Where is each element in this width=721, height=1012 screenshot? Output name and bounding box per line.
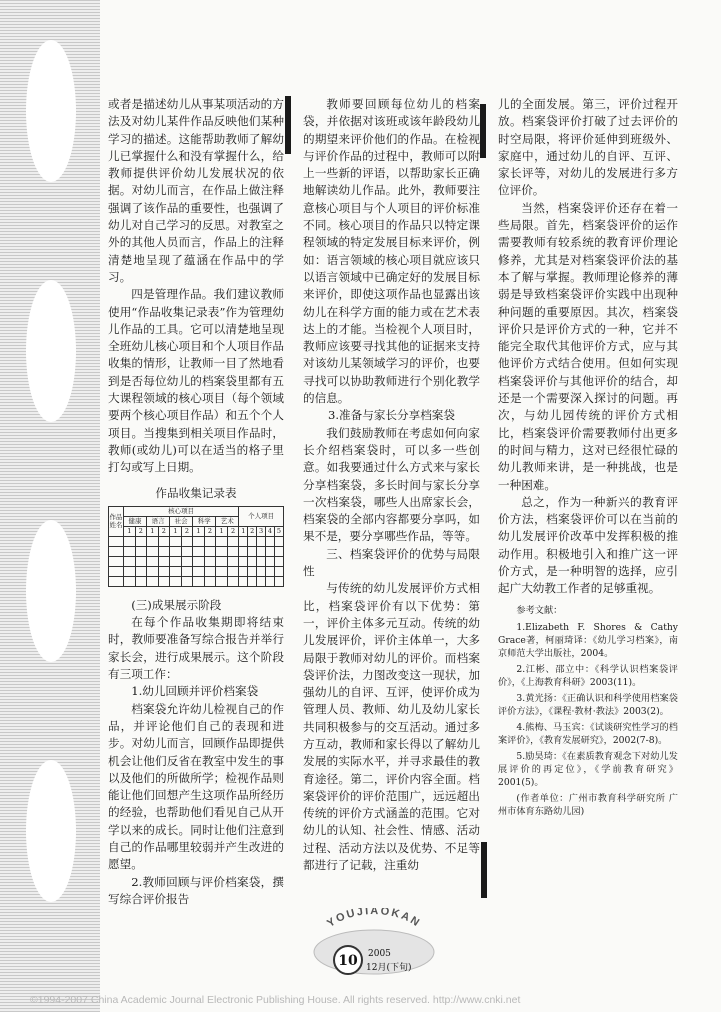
table-header-core: 核心项目 bbox=[124, 506, 239, 516]
reference-item: 3.黄光扬：《正确认识和科学使用档案袋评价方法》，《课程·教材·教法》2003(2)。 bbox=[498, 692, 678, 717]
references bbox=[498, 604, 678, 818]
table-num: 1 bbox=[147, 526, 159, 536]
table-num: 1 bbox=[239, 526, 248, 536]
issue-year: 2005 bbox=[368, 949, 391, 959]
column-rule-middle bbox=[480, 104, 486, 158]
paragraph: 我们鼓励教师在考虑如何向家长介绍档案袋时，可以多一些创意。如我要通过什么方式来与家长分享档案袋，多长时间与家长分享一次档案袋，哪些人出席家长会，档案袋的全部内容都要分享吗，如果不是，要分享哪些作品，等等。 bbox=[303, 425, 480, 544]
references-heading: 参考文献： bbox=[516, 604, 563, 616]
reference-item: 5.励昊琦：《在素质教育观念下对幼儿发展评价的再定位》，《学前教育研究》2001(5)。 bbox=[498, 750, 678, 788]
section-heading: 三、档案袋评价的优势与局限性 bbox=[303, 546, 480, 579]
journal-logo bbox=[310, 908, 438, 978]
table-num: 1 bbox=[216, 526, 228, 536]
table-num: 5 bbox=[274, 526, 283, 536]
table-row bbox=[109, 566, 284, 576]
table-num: 1 bbox=[170, 526, 182, 536]
table-num: 1 bbox=[193, 526, 205, 536]
subsection-heading: 3.准备与家长分享档案袋 bbox=[328, 408, 455, 423]
issue-month: 12月(下旬) bbox=[366, 963, 412, 973]
paragraph: 四是管理作品。我们建议教师使用“作品收集记录表”作为管理幼儿作品的工具。它可以清楚地呈现全班幼儿核心项目和个人项目作品收集的情形，让教师一目了然地看到是否每位幼儿的档案袋里都有五大课程领域的核心项目（每个领域要两个核心项目作品）和五个个人项目。当搜集到相关项目作品时，教师(或幼儿)可以在适当的格子里打勾或写上日期。 bbox=[108, 287, 284, 475]
paragraph: 当然，档案袋评价还存在着一些局限。首先，档案袋评价的运作需要教师有较系统的教育评价理论修养，尤其是对档案袋评价法的基本了解与掌握。教师理论修养的薄弱是导致档案袋评价实践中出现种种问题的重要原因。其次，档案袋评价只是评价方式的一种，它并不能完全取代其他评价方式，应与其他评价方式结合使用。但如何实现档案袋评价与其他评价的结合，却还是一个需要深入探讨的问题。再次，与幼儿园传统的评价方式相比，档案袋评价需要教师付出更多的时间与精力，这对已经很忙碌的幼儿教师来讲，是一种挑战，也是一种困难。 bbox=[498, 200, 678, 492]
table-row bbox=[109, 536, 284, 546]
column-rule-right bbox=[481, 842, 487, 898]
table-num: 2 bbox=[181, 526, 193, 536]
journal-masthead bbox=[310, 908, 438, 978]
punch-hole bbox=[26, 40, 76, 182]
paragraph: 档案袋允许幼儿检视自己的作品，并评论他们自己的表现和进步。对幼儿而言，回顾作品即提供机会让他们反省在教室中发生的事以及他们的所做所学；检视作品则能让他们回想产生这项作品所经历的经验，也帮助他们看见自己从开学以来的成长。同时让他们注意到自己的作品哪里较弱并产生改进的愿望。 bbox=[108, 701, 284, 872]
table-header-corner: 作品 姓名 bbox=[109, 506, 124, 536]
column-right bbox=[498, 96, 678, 821]
paragraph: 总之，作为一种新兴的教育评价方法，档案袋评价可以在当前的幼儿发展评价改革中发挥积极的推动作用。积极地引入和推广这一评价方式，是一种明智的选择，应引起广大幼教工作者的足够重视。 bbox=[498, 494, 678, 596]
collection-record-table bbox=[108, 506, 284, 587]
paragraph: 与传统的幼儿发展评价方式相比，档案袋评价有以下优势：第一，评价主体多元互动。传统的幼儿发展评价，评价主体单一，大多局限于教师对幼儿的评价。而档案袋评价法，力图改变这一现状，加强幼儿的自评、互评，使评价成为管理人员、教师、幼儿及幼儿家长共同积极参与的交互活动。通过多方互动，教师和家长得以了解幼儿发展的实际水平，并寻求最佳的教育途径。第二，评价内容全面。档案袋评价的评价范围广，远远超出传统的评价方式涵盖的范围。它对幼儿的认知、社会性、情感、活动过程、活动方法以及优势、不足等都进行了记载，注重幼 bbox=[303, 581, 480, 873]
page-number: 10 bbox=[338, 953, 358, 969]
table-num: 1 bbox=[124, 526, 136, 536]
table-domain: 科学 bbox=[193, 516, 216, 526]
table-row bbox=[109, 556, 284, 566]
reference-item: 4.熊梅、马玉宾：《试谈研究性学习的档案评价》，《教育发展研究》，2002(7-8)。 bbox=[498, 721, 678, 746]
table-num: 2 bbox=[135, 526, 147, 536]
paragraph: 儿的全面发展。第三，评价过程开放。档案袋评价打破了过去评价的时空局限，将评价延伸到班级外、家庭中，通过幼儿的自评、互评、家长评等，对幼儿的发展进行多方位评价。 bbox=[498, 97, 678, 198]
table-row bbox=[109, 546, 284, 556]
table-row bbox=[109, 576, 284, 586]
table-num: 3 bbox=[257, 526, 266, 536]
table-title: 作品收集记录表 bbox=[155, 485, 237, 500]
subsection-heading: 1.幼儿回顾并评价档案袋 bbox=[131, 684, 259, 699]
punch-hole bbox=[26, 760, 76, 902]
paragraph: 教师要回顾每位幼儿的档案袋，并依据对该班或该年龄段幼儿的期望来评价他们的作品。在检视与评价作品的过程中，教师可以附上一些新的评语，以帮助家长正确地解读幼儿作品。此外，教师要注意核心项目与个人项目的评价标准不同。核心项目的作品只以特定课程领域的特定发展目标来评价，例如：语言领域的核心项目就应该只以语言领域中已确定好的发展目标来评价，即使这项作品也显露出该幼儿在科学方面的能力或在艺术表达上的才能。当检视个人项目时，教师应该要寻找其他的证据来支持对该幼儿某领域学习的评价，也要寻找可以协助教师进行个别化教学的信息。 bbox=[303, 97, 480, 406]
paragraph: 或者是描述幼儿从事某项活动的方法及对幼儿某件作品反映他们某种学习的描述。这能帮助教师了解幼儿已掌握什么和没有掌握什么，给教师提供评价幼儿发展状况的依据。对幼儿而言，在作品上做注释强调了该作品的重要性，也强调了幼儿对自己学习的反思。对教室之外的其他人员而言，作品上的注释清楚地呈现了蕴涵在作品中的学习。 bbox=[108, 97, 284, 284]
punch-hole bbox=[26, 280, 76, 422]
table-num: 2 bbox=[248, 526, 257, 536]
table-num: 2 bbox=[227, 526, 239, 536]
column-rule-left bbox=[285, 96, 291, 154]
table-header-personal: 个人项目 bbox=[239, 506, 284, 526]
table-num: 4 bbox=[265, 526, 274, 536]
subsection-heading: 2.教师回顾与评价档案袋，撰写综合评价报告 bbox=[108, 874, 284, 906]
table-domain: 语言 bbox=[147, 516, 170, 526]
table-domain: 健康 bbox=[124, 516, 147, 526]
column-left bbox=[108, 96, 284, 908]
column-middle bbox=[303, 96, 480, 874]
table-num: 2 bbox=[158, 526, 170, 536]
punch-hole bbox=[26, 520, 76, 662]
masthead-arc-text: YOUJIAOKAN bbox=[325, 908, 423, 930]
table-domain: 社会 bbox=[170, 516, 193, 526]
copyright-footer: ©1994-2007 China Academic Journal Electronic Publishing House. All rights reserved. http://www.cnki.net bbox=[30, 994, 521, 1006]
table-domain: 艺术 bbox=[216, 516, 239, 526]
table-num: 2 bbox=[204, 526, 216, 536]
reference-item: 1.Elizabeth F. Shores & Cathy Grace著，柯丽琦译：《幼儿学习档案》，南京师范大学出版社，2004。 bbox=[498, 621, 678, 659]
section-heading: (三)成果展示阶段 bbox=[131, 597, 222, 612]
paragraph: 在每个作品收集期即将结束时，教师要准备写综合报告并举行家长会，进行成果展示。这个阶段有三项工作： bbox=[108, 615, 284, 682]
svg-text:YOUJIAOKAN bbox=[325, 908, 423, 930]
binding-strip bbox=[0, 0, 100, 1012]
author-unit: (作者单位：广州市教育科学研究所 广州市体育东路幼儿园) bbox=[498, 792, 678, 817]
reference-item: 2.江彬、邵立中：《科学认识档案袋评价》，《上海教育科研》2003(11)。 bbox=[498, 663, 678, 688]
